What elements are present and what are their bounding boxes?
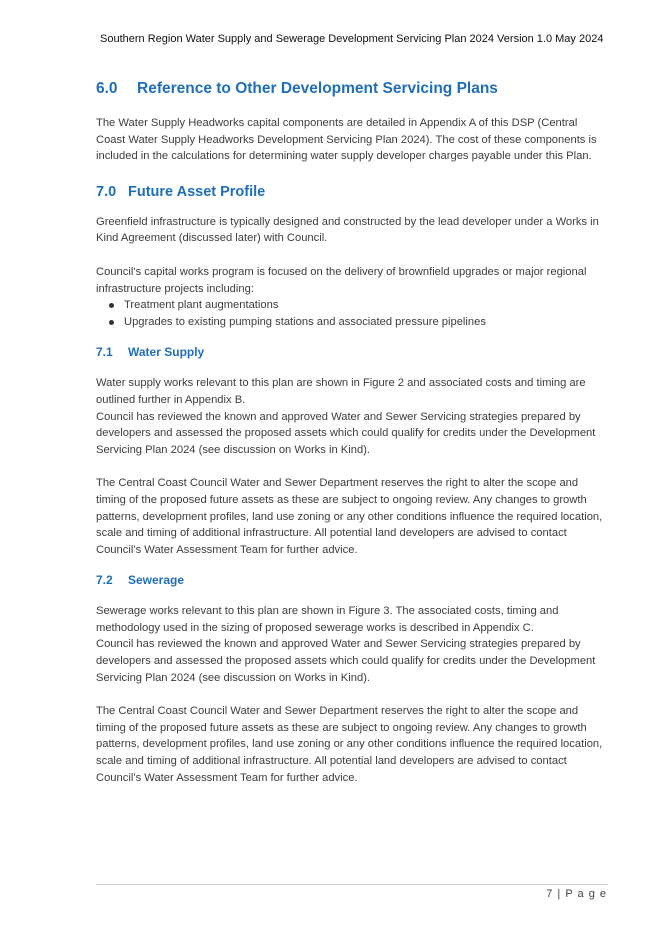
running-header: Southern Region Water Supply and Sewerage Development Servicing Plan 2024 Version 1.0 May 2024 bbox=[100, 33, 604, 45]
heading-number: 7.2 bbox=[96, 573, 113, 588]
paragraph: The Central Coast Council Water and Sewer Department reserves the right to alter the scope and timing of the proposed future assets as these are subject to ongoing review. Any changes to growth patterns, development profiles, land use zoning or any other conditions influence the required location, scale and timing of additional infrastructure. All potential land developers are advised to contact Council’s Water Assessment Team for further advice. bbox=[96, 477, 603, 556]
heading-title: Reference to Other Development Servicing Plans bbox=[137, 80, 498, 97]
heading-number: 7.1 bbox=[96, 345, 113, 360]
page-number: 7 | P a g e bbox=[546, 888, 607, 900]
heading-section-7-1 bbox=[96, 343, 608, 361]
heading-title: Sewerage bbox=[128, 573, 185, 588]
paragraph: Greenfield infrastructure is typically designed and constructed by the lead developer under a Works in Kind Agreement (discussed later) with Council. bbox=[96, 215, 599, 245]
heading-number: 6.0 bbox=[96, 80, 118, 97]
paragraph: Council’s capital works program is focused on the delivery of brownfield upgrades or major regional infrastructure projects including: bbox=[96, 265, 587, 295]
heading-title: Future Asset Profile bbox=[128, 183, 266, 200]
page-content bbox=[96, 78, 608, 786]
paragraph: Sewerage works relevant to this plan are shown in Figure 3. The associated costs, timing and methodology used in the sizing of proposed sewerage works is described in Appendix C. bbox=[96, 605, 559, 634]
heading-section-6 bbox=[96, 78, 608, 100]
list-item: Upgrades to existing pumping stations and associated pressure pipelines bbox=[124, 314, 608, 331]
bullet-list bbox=[96, 297, 608, 330]
heading-title: Water Supply bbox=[128, 345, 205, 360]
heading-section-7-2 bbox=[96, 571, 608, 589]
heading-section-7 bbox=[96, 182, 608, 202]
heading-number: 7.0 bbox=[96, 183, 117, 200]
paragraph: Water supply works relevant to this plan are shown in Figure 2 and associated costs and timing are outlined further in Appendix B. bbox=[96, 377, 586, 406]
paragraph: Council has reviewed the known and approved Water and Sewer Servicing strategies prepared by developers and assessed the proposed assets which could qualify for credits under the Development Servicing Plan 2024 (see discussion on Works in Kind). bbox=[96, 638, 596, 684]
list-item: Treatment plant augmentations bbox=[124, 297, 608, 314]
paragraph: The Water Supply Headworks capital components are detailed in Appendix A of this DSP (Central Coast Water Supply Headworks Development Servicing Plan 2024). The cost of these components is included in the calculations for determining water supply developer charges payable under this Plan. bbox=[96, 117, 597, 163]
footer-divider bbox=[96, 884, 608, 885]
paragraph: Council has reviewed the known and approved Water and Sewer Servicing strategies prepared by developers and assessed the proposed assets which could qualify for credits under the Development Servicing Plan 2024 (see discussion on Works in Kind). bbox=[96, 410, 596, 456]
paragraph: The Central Coast Council Water and Sewer Department reserves the right to alter the scope and timing of the proposed future assets as these are subject to ongoing review. Any changes to growth patterns, development profiles, land use zoning or any other conditions influence the required location, scale and timing of additional infrastructure. All potential land developers are advised to contact Council’s Water Assessment Team for further advice. bbox=[96, 705, 603, 784]
